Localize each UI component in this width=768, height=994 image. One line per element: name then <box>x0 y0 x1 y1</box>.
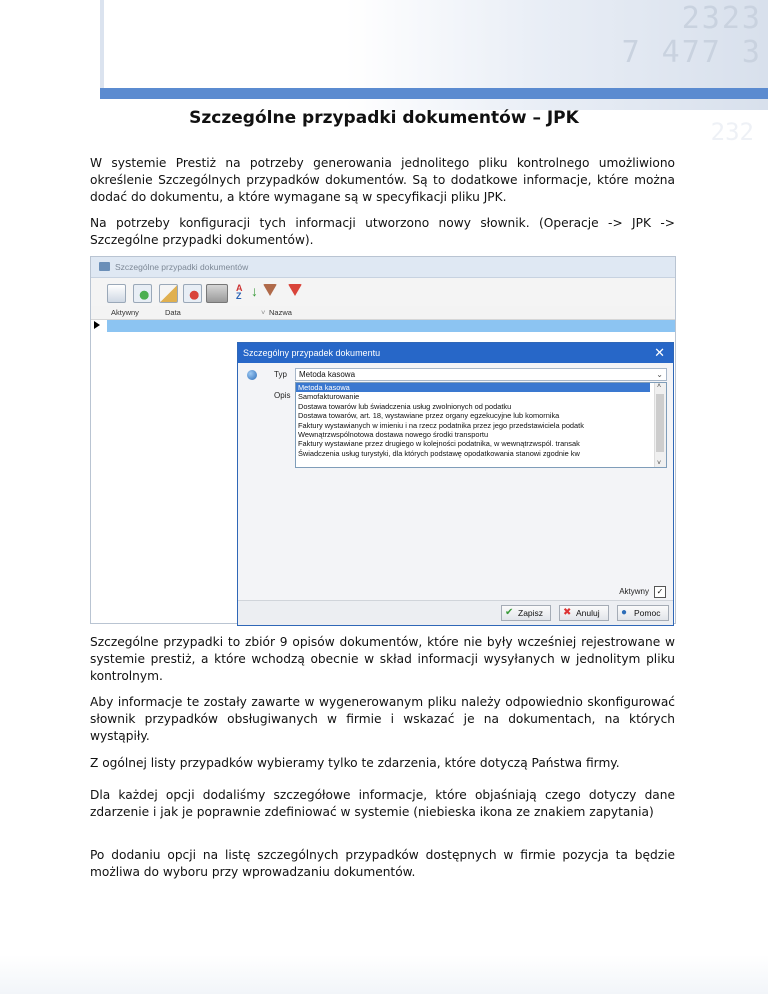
banner-blue-bar <box>100 88 768 99</box>
list-item[interactable]: Faktury wystawianych w imieniu i na rzecz podatnika przez jego przedstawiciela podatk <box>298 420 584 430</box>
help-button-label: Pomoc <box>634 608 661 618</box>
column-aktywny[interactable]: Aktywny <box>111 308 139 317</box>
document-title: Szczególne przypadki dokumentów – JPK <box>189 108 579 128</box>
app-toolbar <box>91 278 675 307</box>
list-item[interactable]: Metoda kasowa <box>296 383 650 392</box>
save-button[interactable] <box>501 605 551 621</box>
banner-digits-1: 2323 <box>681 1 762 36</box>
scrollbar-thumb[interactable] <box>656 394 664 452</box>
header-banner <box>0 0 768 110</box>
sort-arrow-icon[interactable]: ↓ <box>251 283 258 299</box>
banner-digits-2: 7 477 3 <box>621 35 762 70</box>
list-item[interactable]: Dostawa towarów, art. 18, wystawiane przez organy egzekucyjne lub komornika <box>298 411 560 421</box>
active-checkbox[interactable]: ✓ <box>654 586 666 598</box>
edit-icon[interactable] <box>159 284 178 303</box>
dialog-button-row <box>238 600 673 625</box>
list-scrollbar[interactable] <box>654 383 666 467</box>
close-icon[interactable]: ✕ <box>654 345 665 360</box>
description-label: Opis <box>274 391 291 400</box>
table-row[interactable] <box>107 320 676 332</box>
help-question-icon[interactable] <box>247 370 257 380</box>
cross-icon: ✖ <box>563 607 572 618</box>
list-item[interactable]: Dostawa towarów lub świadczenia usług zwolnionych od podatku <box>298 401 512 411</box>
paragraph-dictionary: Na potrzeby konfiguracji tych informacji utworzono nowy słownik. (Operacje -> JPK -> Szczególne przypadki dokumentów). <box>90 216 675 247</box>
column-data[interactable]: Data <box>165 308 181 317</box>
banner-divider <box>100 0 104 99</box>
list-item[interactable]: Samofakturowanie <box>298 392 360 402</box>
app-window-title: Szczególne przypadki dokumentów <box>115 262 249 272</box>
type-label: Typ <box>274 370 287 379</box>
add-icon[interactable] <box>133 284 152 303</box>
active-label: Aktywny <box>619 587 649 596</box>
cancel-button-label: Anuluj <box>576 608 600 618</box>
clear-filter-icon[interactable] <box>288 284 302 296</box>
dialog-titlebar <box>238 343 673 363</box>
window-app-icon <box>99 262 110 271</box>
print-icon[interactable] <box>206 284 228 303</box>
dialog-title: Szczególny przypadek dokumentu <box>243 348 381 358</box>
app-window-titlebar <box>91 257 675 278</box>
case-dialog <box>237 342 674 626</box>
column-nazwa[interactable]: Nazwa <box>269 308 292 317</box>
cancel-button[interactable] <box>559 605 609 621</box>
banner-decorative-digits <box>622 2 762 70</box>
checkmark-icon: ✔ <box>505 607 514 618</box>
list-item[interactable]: Faktury wystawiane przez drugiego w kolejności podatnika, w wewnątrzwspól. transak <box>298 439 580 449</box>
paragraph-details: Dla każdej opcji dodaliśmy szczegółowe informacje, które objaśniają czego dotyczy dane zdarzenie i jak je poprawnie zdefiniować w systemie (niebieska ikona ze znakiem zapytania) <box>90 788 675 819</box>
filter-icon[interactable] <box>263 284 277 296</box>
paragraph-intro: W systemie Prestiż na potrzeby generowania jednolitego pliku kontrolnego umożliwiono określenie Szczególnych przypadków dokumentów. Są to dodatkowe informacje, które można dodać do dokumentu, a które wymagane są w specyfikacji pliku JPK. <box>90 156 675 204</box>
chevron-down-icon[interactable]: ⌄ <box>656 370 663 379</box>
paragraph-availability: Po dodaniu opcji na listę szczególnych przypadków dostępnych w firmie pozycja ta będzie możliwa do wyboru przy wprowadzaniu dokumentów. <box>90 848 675 879</box>
grid-header <box>91 306 676 320</box>
scroll-down-icon[interactable]: ˅ <box>657 460 662 467</box>
type-select-value: Metoda kasowa <box>299 370 356 379</box>
sort-az-icon[interactable]: A Z <box>236 283 243 301</box>
list-item[interactable]: Wewnątrzwspólnotowa dostawa nowego środki transportu <box>298 429 489 439</box>
paragraph-selection: Z ogólnej listy przypadków wybieramy tylko te zdarzenia, które dotyczą Państwa firmy. <box>90 756 620 770</box>
delete-icon[interactable] <box>183 284 202 303</box>
row-pointer-icon <box>94 321 100 329</box>
type-select[interactable] <box>295 368 667 381</box>
page-bottom-decoration <box>0 955 768 994</box>
save-button-label: Zapisz <box>518 608 544 618</box>
type-options-list[interactable] <box>295 382 667 468</box>
paragraph-cases-overview: Szczególne przypadki to zbiór 9 opisów dokumentów, które nie były wcześniej rejestrowane w systemie prestiż, a które wchodzą obecnie w skład informacji wysyłanych w jednolitym pliku kontrolnym. <box>90 635 675 683</box>
list-item[interactable]: Świadczenia usług turystyki, dla których podstawę opodatkowania stanowi zgodnie kw <box>298 448 580 458</box>
help-icon: ● <box>621 607 628 618</box>
sort-indicator-icon: ˅ <box>261 308 266 317</box>
scroll-up-icon[interactable]: ˄ <box>657 383 662 390</box>
view-icon[interactable] <box>107 284 126 303</box>
help-button[interactable] <box>617 605 669 621</box>
banner-digits-3: 232 <box>710 118 754 146</box>
paragraph-configuration: Aby informacje te zostały zawarte w wygenerowanym pliku należy odpowiednio skonfigurować słownik przypadków obsługiwanych w firmie i wskazać je na dokumentach, na których wystąpiły. <box>90 695 675 743</box>
